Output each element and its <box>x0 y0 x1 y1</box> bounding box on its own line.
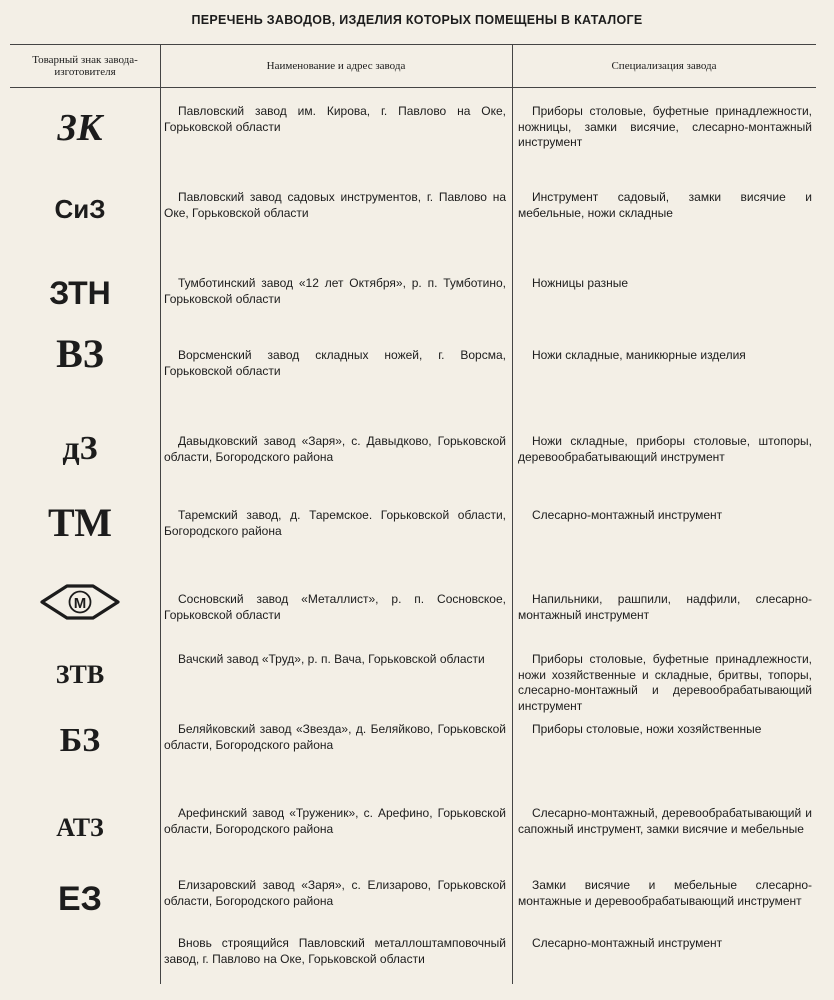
svg-text:ЗТН: ЗТН <box>49 275 111 311</box>
factory-name: Таремский завод, д. Таремское. Горьковской области, Богородского района <box>164 508 506 538</box>
factory-name: Давыдковский завод «Заря», с. Давыдково, Горьковской области, Богородского района <box>164 434 506 464</box>
trademark-bz-logo <box>18 708 142 760</box>
page-title: ПЕРЕЧЕНЬ ЗАВОДОВ, ИЗДЕЛИЯ КОТОРЫХ ПОМЕЩЕНЫ В КАТАЛОГЕ <box>191 13 643 27</box>
header-spec: Специализация завода <box>611 60 717 72</box>
trademark-m-diamond-logo <box>18 576 142 628</box>
trademark-dz-logo <box>18 420 142 472</box>
factory-spec: Слесарно-монтажный инструмент <box>532 508 723 522</box>
factory-spec: Слесарно-монтажный, деревообрабатывающий и сапожный инструмент, замки висячие и мебельные <box>518 806 812 836</box>
column-divider-1 <box>160 44 161 984</box>
factory-name: Тумботинский завод «12 лет Октября», р. п. Тумботино, Горьковской области <box>164 276 506 306</box>
factory-name: Беляйковский завод «Звезда», д. Беляйково, Горьковской области, Богородского района <box>164 722 506 752</box>
factory-name: Сосновский завод «Металлист», р. п. Сосновское, Горьковской области <box>164 592 506 622</box>
trademark-siz-logo <box>18 182 142 234</box>
factory-name: Вновь строящийся Павловский металлоштамповочный завод, г. Павлово на Оке, Горьковской области <box>164 936 506 966</box>
factory-spec: Инструмент садовый, замки висячие и мебельные, ножи складные <box>518 190 812 220</box>
table-top-rule <box>10 44 816 45</box>
factory-spec: Ножи складные, приборы столовые, штопоры, деревообрабатывающий инструмент <box>518 434 812 464</box>
table-header-rule <box>10 87 816 88</box>
trademark-ztv-logo <box>18 644 142 696</box>
svg-text:ВЗ: ВЗ <box>56 331 104 376</box>
trademark-zk-logo <box>18 100 142 152</box>
factory-spec: Напильники, рашпили, надфили, слесарно-монтажный инструмент <box>518 592 812 622</box>
factory-spec: Ножи складные, маникюрные изделия <box>532 348 746 362</box>
svg-text:ЕЗ: ЕЗ <box>58 880 102 918</box>
svg-text:дЗ: дЗ <box>62 430 98 467</box>
factory-name: Ворсменский завод складных ножей, г. Ворсма, Горьковской области <box>164 348 506 378</box>
factory-spec: Приборы столовые, буфетные принадлежности, ножницы, замки висячие, слесарно-монтажный инструмент <box>518 104 812 149</box>
factory-spec: Приборы столовые, ножи хозяйственные <box>532 722 762 736</box>
factory-spec: Замки висячие и мебельные слесарно-монтажные и деревообрабатывающий инструмент <box>518 878 812 908</box>
factory-name: Павловский завод садовых инструментов, г. Павлово на Оке, Горьковской области <box>164 190 506 220</box>
factory-name: Арефинский завод «Труженик», с. Арефино, Горьковской области, Богородского района <box>164 806 506 836</box>
factory-name: Павловский завод им. Кирова, г. Павлово на Оке, Горьковской области <box>164 104 506 134</box>
column-divider-2 <box>512 44 513 984</box>
svg-text:БЗ: БЗ <box>59 722 101 759</box>
trademark-atz-logo <box>18 798 142 850</box>
factory-spec: Приборы столовые, буфетные принадлежности, ножи хозяйственные и складные, бритвы, топоры, слесарно-монтажный и деревообрабатывающий инструмент <box>518 652 812 713</box>
header-mark: Товарный знак завода-изготовителя <box>32 54 138 78</box>
svg-text:М: М <box>73 595 87 612</box>
factory-name: Елизаровский завод «Заря», с. Елизарово, Горьковской области, Богородского района <box>164 878 506 908</box>
factory-spec: Слесарно-монтажный инструмент <box>532 936 723 950</box>
svg-text:СиЗ: СиЗ <box>54 194 106 224</box>
header-name: Наименование и адрес завода <box>266 60 406 72</box>
trademark-ez-logo <box>18 868 142 920</box>
svg-text:ТМ: ТМ <box>48 500 112 545</box>
trademark-vz-logo <box>18 324 142 376</box>
svg-text:ЗТВ: ЗТВ <box>55 660 105 689</box>
trademark-ztn-logo <box>18 264 142 316</box>
factory-name: Вачский завод «Труд», р. п. Вача, Горьковской области <box>178 652 485 666</box>
svg-text:ЗК: ЗК <box>57 107 103 149</box>
trademark-tm-logo <box>18 490 142 545</box>
factory-spec: Ножницы разные <box>532 276 629 290</box>
svg-text:АТЗ: АТЗ <box>56 813 104 842</box>
